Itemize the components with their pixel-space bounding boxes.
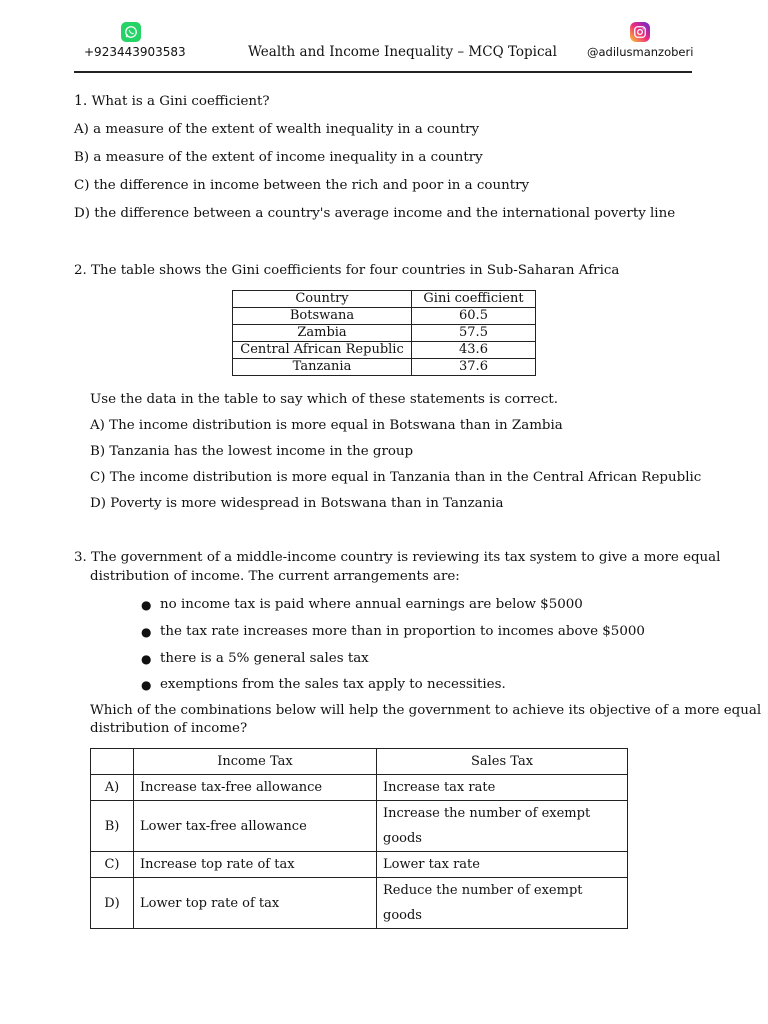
table-header-row bbox=[91, 749, 628, 775]
table-header-row bbox=[233, 291, 536, 308]
q2-text: The table shows the Gini coefficients for four countries in Sub-Saharan Africa bbox=[91, 263, 620, 278]
page-title: Wealth and Income Inequality – MCQ Topical bbox=[248, 44, 557, 60]
q3-prompt-line1: Which of the combinations below will help the government to achieve its objective of a more equal bbox=[90, 703, 762, 718]
option-text: Poverty is more widespread in Botswana than in Tanzania bbox=[110, 496, 504, 511]
table-header-cell bbox=[91, 749, 134, 775]
bullet-dot: ● bbox=[141, 678, 152, 692]
q2-option-c[interactable] bbox=[90, 469, 701, 487]
option-text: Tanzania has the lowest income in the group bbox=[109, 444, 414, 459]
q2-option-d[interactable] bbox=[90, 495, 504, 513]
q3-text-line1: The government of a middle-income country is reviewing its tax system to give a more equal bbox=[91, 550, 721, 565]
table-row bbox=[233, 342, 536, 359]
table-cell: Increase top rate of tax bbox=[134, 852, 377, 878]
q3-bullet-2: the tax rate increases more than in proportion to incomes above $5000 bbox=[160, 624, 645, 639]
q1-stem bbox=[74, 92, 270, 111]
table-cell: Central African Republic bbox=[233, 342, 412, 359]
option-letter: D) bbox=[90, 496, 106, 511]
table-cell: D) bbox=[91, 878, 134, 929]
table-cell: Increase the number of exempt goods bbox=[377, 801, 628, 852]
option-letter: A) bbox=[74, 122, 89, 137]
option-letter: B) bbox=[74, 150, 90, 165]
q3-prompt-line2: distribution of income? bbox=[90, 721, 248, 736]
table-cell: 37.6 bbox=[412, 359, 536, 376]
table-row[interactable] bbox=[91, 775, 628, 801]
gini-table bbox=[232, 290, 536, 376]
table-cell: Lower top rate of tax bbox=[134, 878, 377, 929]
q3-bullet-3: there is a 5% general sales tax bbox=[160, 651, 369, 666]
option-text: the difference between a country's average income and the international poverty line bbox=[94, 206, 676, 221]
whatsapp-icon bbox=[121, 22, 141, 42]
table-cell: 43.6 bbox=[412, 342, 536, 359]
q1-option-c[interactable] bbox=[74, 177, 529, 195]
instagram-icon bbox=[630, 22, 650, 42]
q2-prompt: Use the data in the table to say which of these statements is correct. bbox=[90, 392, 558, 407]
table-cell: Increase tax rate bbox=[377, 775, 628, 801]
option-text: a measure of the extent of wealth inequality in a country bbox=[93, 122, 480, 137]
table-cell: A) bbox=[91, 775, 134, 801]
table-row bbox=[233, 308, 536, 325]
q2-number: 2. bbox=[74, 263, 87, 278]
q2-option-b[interactable] bbox=[90, 443, 413, 461]
table-row[interactable] bbox=[91, 878, 628, 929]
q3-text-line2: distribution of income. The current arrangements are: bbox=[90, 569, 460, 584]
q1-option-a[interactable] bbox=[74, 121, 479, 139]
option-letter: A) bbox=[90, 418, 105, 433]
table-cell: 60.5 bbox=[412, 308, 536, 325]
q3-bullet-4: exemptions from the sales tax apply to necessities. bbox=[160, 677, 506, 692]
option-letter: B) bbox=[90, 444, 106, 459]
table-header-cell: Income Tax bbox=[134, 749, 377, 775]
table-cell: Botswana bbox=[233, 308, 412, 325]
option-text: The income distribution is more equal in Tanzania than in the Central African Republic bbox=[109, 470, 702, 485]
option-letter: C) bbox=[90, 470, 106, 485]
q1-number: 1. bbox=[74, 93, 88, 109]
table-cell: C) bbox=[91, 852, 134, 878]
q1-option-b[interactable] bbox=[74, 149, 483, 167]
table-cell: Lower tax rate bbox=[377, 852, 628, 878]
table-row bbox=[233, 359, 536, 376]
header-phone: +923443903583 bbox=[84, 45, 186, 59]
bullet-dot: ● bbox=[141, 625, 152, 639]
table-cell: B) bbox=[91, 801, 134, 852]
q2-option-a[interactable] bbox=[90, 417, 563, 435]
q3-number: 3. bbox=[74, 550, 87, 565]
option-letter: C) bbox=[74, 178, 90, 193]
header-handle: @adilusmanzoberi bbox=[587, 45, 694, 59]
table-row[interactable] bbox=[91, 801, 628, 852]
option-text: The income distribution is more equal in Botswana than in Zambia bbox=[109, 418, 563, 433]
table-cell: Tanzania bbox=[233, 359, 412, 376]
table-cell: Lower tax-free allowance bbox=[134, 801, 377, 852]
q1-option-d[interactable] bbox=[74, 205, 675, 223]
header-divider bbox=[74, 71, 692, 73]
table-header-cell: Sales Tax bbox=[377, 749, 628, 775]
q1-text: What is a Gini coefficient? bbox=[91, 94, 270, 109]
table-row[interactable] bbox=[91, 852, 628, 878]
table-header-cell: Gini coefficient bbox=[412, 291, 536, 308]
table-cell: Reduce the number of exempt goods bbox=[377, 878, 628, 929]
q2-stem bbox=[74, 262, 619, 280]
q3-bullet-1: no income tax is paid where annual earnings are below $5000 bbox=[160, 597, 583, 612]
q3-stem bbox=[74, 549, 720, 567]
option-text: a measure of the extent of income inequality in a country bbox=[93, 150, 483, 165]
bullet-dot: ● bbox=[141, 652, 152, 666]
bullet-dot: ● bbox=[141, 598, 152, 612]
table-header-cell: Country bbox=[233, 291, 412, 308]
table-cell: Increase tax-free allowance bbox=[134, 775, 377, 801]
table-cell: Zambia bbox=[233, 325, 412, 342]
option-letter: D) bbox=[74, 206, 90, 221]
option-text: the difference in income between the rich and poor in a country bbox=[93, 178, 530, 193]
table-cell: 57.5 bbox=[412, 325, 536, 342]
tax-table bbox=[90, 748, 628, 929]
table-row bbox=[233, 325, 536, 342]
